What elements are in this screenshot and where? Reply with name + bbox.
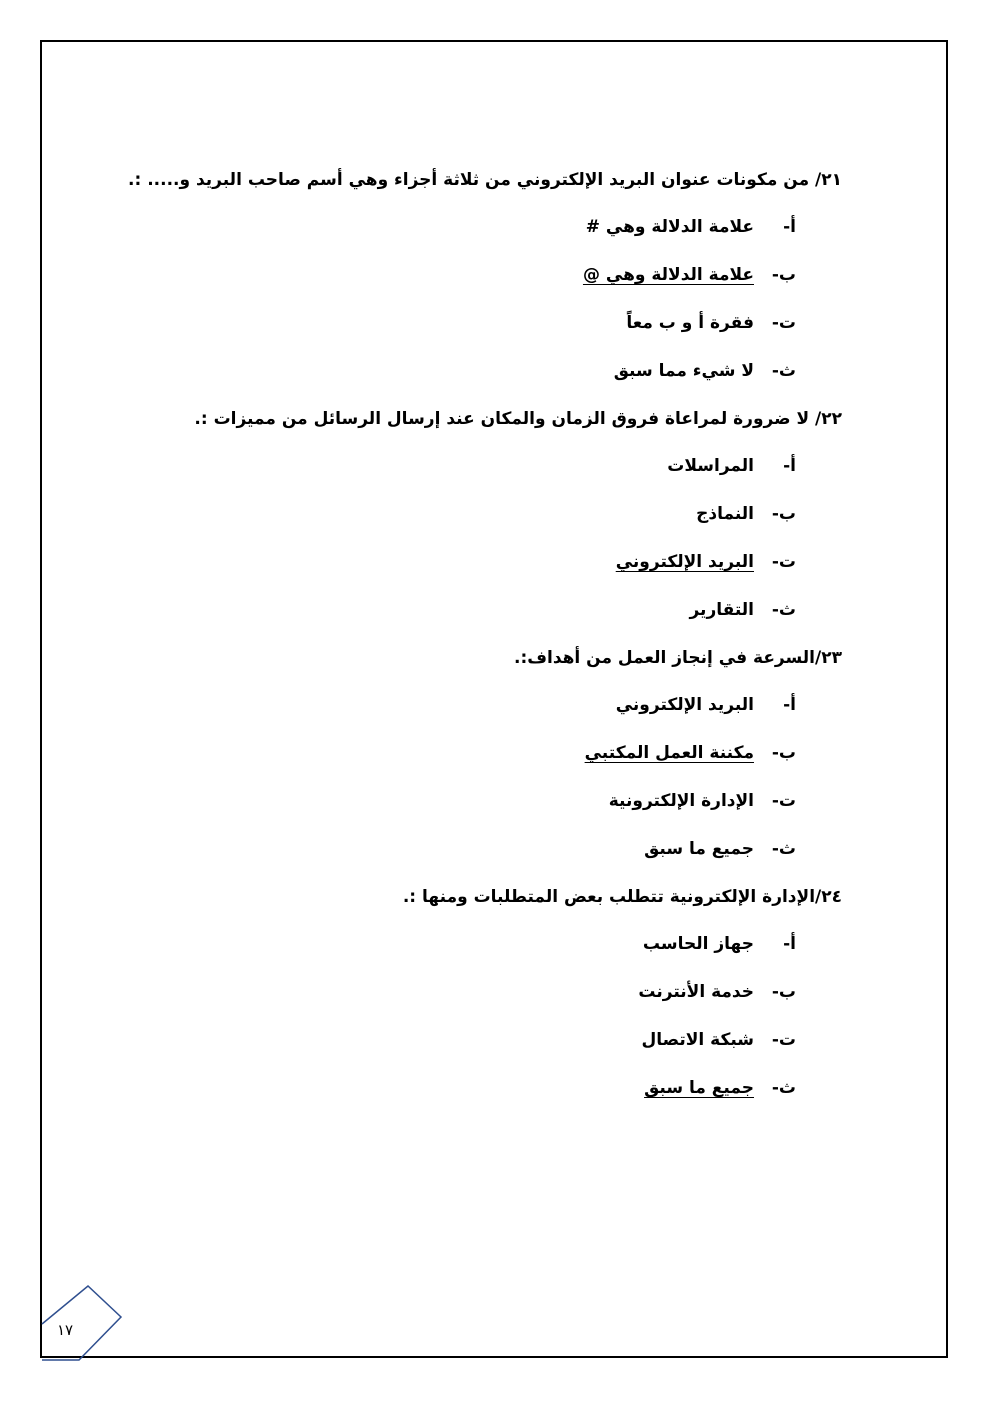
option-item [142, 1028, 842, 1052]
option-text: الإدارة الإلكترونية [608, 791, 754, 811]
option-marker: ت- [771, 313, 796, 333]
option-list [142, 215, 842, 383]
option-list [142, 454, 842, 622]
option-item [142, 502, 842, 526]
correct-option-text: البريد الإلكتروني [615, 552, 754, 572]
question-list [128, 168, 842, 1124]
option-marker: أ- [783, 934, 796, 954]
option-text: جهاز الحاسب [642, 934, 754, 954]
option-marker: أ- [783, 217, 796, 237]
option-marker: أ- [783, 456, 796, 476]
option-list [142, 932, 842, 1100]
option-marker: ث- [771, 600, 796, 620]
option-item [142, 263, 842, 287]
option-item [142, 1076, 842, 1100]
option-text: خدمة الأنترنت [638, 982, 754, 1002]
question-22 [142, 407, 842, 622]
option-item [142, 215, 842, 239]
correct-option-text: جميع ما سبق [644, 1078, 754, 1098]
option-marker: ث- [771, 839, 796, 859]
question-24 [142, 885, 842, 1100]
option-text: لا شيء مما سبق [613, 361, 754, 381]
option-text: التقارير [689, 600, 754, 620]
question-text: ٢٣/السرعة في إنجاز العمل من أهداف:. [513, 648, 842, 668]
page-number-frame [41, 1284, 123, 1362]
correct-option-text: مكننة العمل المكتبي [584, 743, 754, 763]
diamond-frame-outline [42, 1286, 121, 1360]
option-item [142, 837, 842, 861]
option-text: فقرة أ و ب معاً [626, 313, 754, 333]
option-marker: ب- [771, 504, 796, 524]
question-23 [142, 646, 842, 861]
option-item [142, 359, 842, 383]
option-item [142, 980, 842, 1004]
option-marker: ث- [771, 361, 796, 381]
option-item [142, 741, 842, 765]
option-item [142, 598, 842, 622]
option-marker: ب- [771, 743, 796, 763]
option-list [142, 693, 842, 861]
diamond-frame-icon [41, 1284, 123, 1362]
option-marker: ت- [771, 791, 796, 811]
option-item [142, 454, 842, 478]
option-text: علامة الدلالة وهي # [585, 217, 754, 237]
option-text: شبكة الاتصال [641, 1030, 754, 1050]
correct-option-text: علامة الدلالة وهي @ [582, 265, 754, 285]
question-21 [128, 168, 842, 383]
option-item [142, 693, 842, 717]
option-marker: ت- [771, 1030, 796, 1050]
option-item [142, 932, 842, 956]
question-text: ٢١/ من مكونات عنوان البريد الإلكتروني من ثلاثة أجزاء وهي أسم صاحب البريد و..... :. [128, 170, 842, 190]
page-number: ١٧ [57, 1321, 74, 1339]
option-text: البريد الإلكتروني [615, 695, 754, 715]
question-text: ٢٤/الإدارة الإلكترونية تتطلب بعض المتطلبات ومنها :. [402, 887, 842, 907]
question-text: ٢٢/ لا ضرورة لمراعاة فروق الزمان والمكان عند إرسال الرسائل من مميزات :. [194, 409, 842, 429]
option-marker: ت- [771, 552, 796, 572]
option-text: النماذج [696, 504, 754, 524]
option-marker: ب- [771, 265, 796, 285]
option-item [142, 550, 842, 574]
option-marker: ب- [771, 982, 796, 1002]
option-marker: ث- [771, 1078, 796, 1098]
option-text: جميع ما سبق [644, 839, 754, 859]
option-item [142, 789, 842, 813]
option-text: المراسلات [667, 456, 754, 476]
option-marker: أ- [783, 695, 796, 715]
option-item [142, 311, 842, 335]
